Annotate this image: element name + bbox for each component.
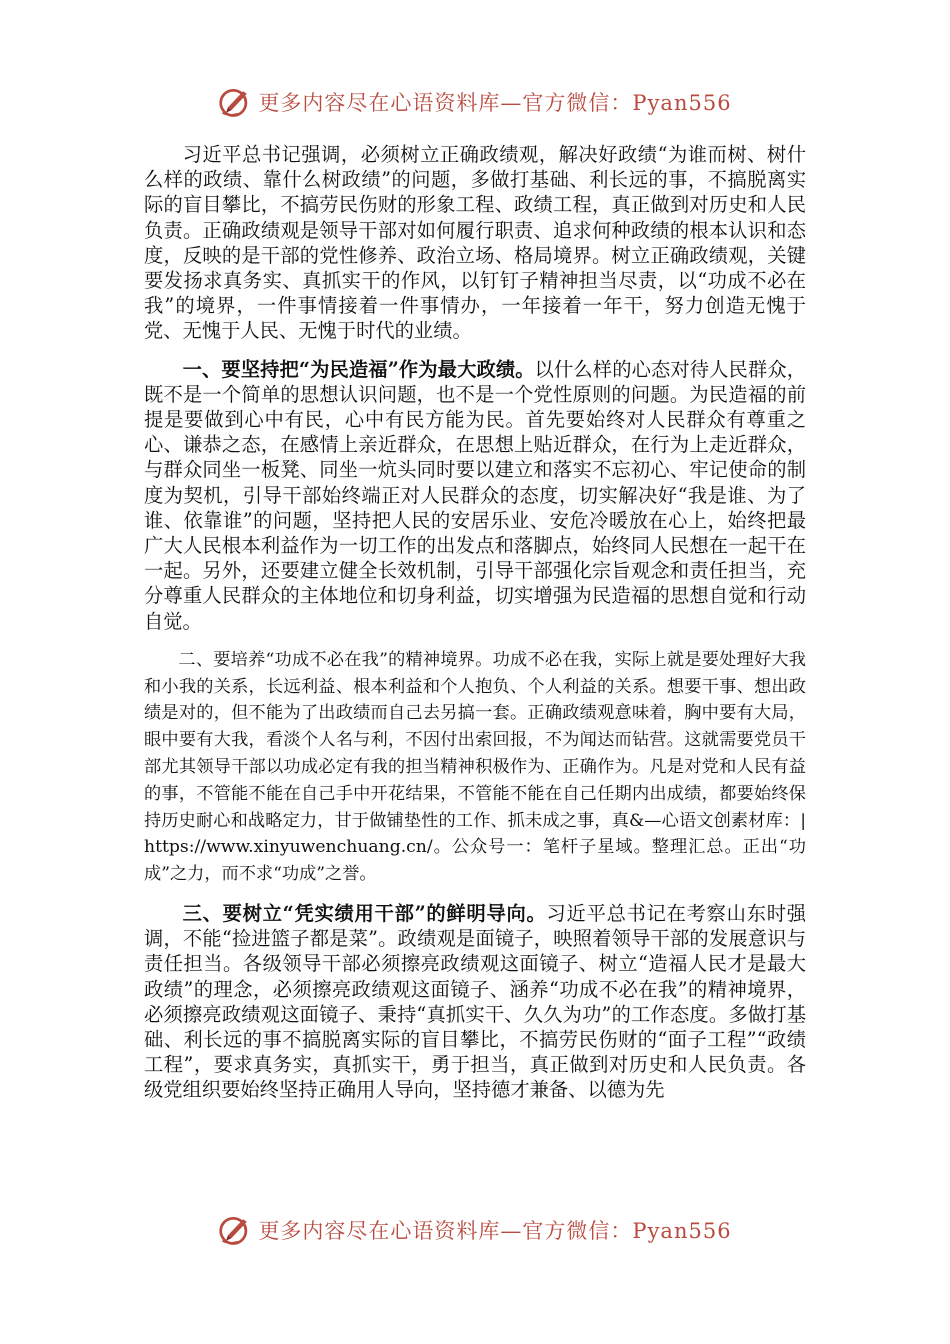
paragraph-text: 以什么样的心态对待人民群众，既不是一个简单的思想认识问题，也不是一个党性原则的问题。为民造福的前提是要做到心中有民，心中有民方能为民。首先要始终对人民群众有尊重之心、谦恭之态，在感情上亲近群众，在思想上贴近群众，在行为上走近群众，与群众同坐一板凳、同坐一炕头同时要以建立和落实不忘初心、牢记使命的制度为契机，引导干部始终端正对人民群众的态度，切实解决好“我是谁、为了谁、依靠谁”的问题，坚持把人民的安居乐业、安危冷暖放在心上，始终把最广大人民根本利益作为一切工作的出发点和落脚点，始终同人民想在一起干在一起。另外，还要建立健全长效机制，引导干部强化宗旨观念和责任担当，充分尊重人民群众的主体地位和切身利益，切实增强为民造福的思想自觉和行动自觉。 [144, 357, 806, 633]
paragraph-text: 习近平总书记强调，必须树立正确政绩观，解决好政绩“为谁而树、树什么样的政绩、靠什么树政绩”的问题，多做打基础、利长远的事，不搞脱离实际的盲目攀比，不搞劳民伤财的形象工程、政绩工程，真正做到对历史和人民负责。正确政绩观是领导干部对如何履行职责、追求何种政绩的根本认识和态度，反映的是干部的党性修养、政治立场、格局境界。树立正确政绩观，关键要发扬求真务实、真抓实干的作风，以钉钉子精神担当尽责，以“功成不必在我”的境界，一件事情接着一件事情办，一年接着一年干，努力创造无愧于党、无愧于人民、无愧于时代的业绩。 [144, 143, 806, 343]
paragraph-section-2 [144, 647, 806, 888]
banner-text: 更多内容尽在心语资料库—官方微信：Pyan556 [258, 91, 732, 115]
footer-banner [0, 1208, 950, 1252]
paragraph-section-3 [144, 901, 806, 1103]
section-heading: 三、要树立“凭实绩用干部”的鲜明导向。 [182, 902, 547, 926]
pen-logo-icon [218, 84, 254, 120]
pen-logo-icon [218, 1212, 254, 1248]
section-heading: 一、要坚持把“为民造福”作为最大政绩。 [182, 357, 535, 381]
header-banner [0, 80, 950, 124]
paragraph-text: 二、要培养“功成不必在我”的精神境界。功成不必在我，实际上就是要处理好大我和小我的关系，长远利益、根本利益和个人抱负、个人利益的关系。想要干事、想出政绩是对的，但不能为了出政绩而自己去另搞一套。正确政绩观意味着，胸中要有大局，眼中要有大我，看淡个人名与利，不因付出索回报，不为闻达而钻营。这就需要党员干部尤其领导干部以功成必定有我的担当精神积极作为、正确作为。凡是对党和人民有益的事，不管能不能在自己手中开花结果，不管能不能在自己任期内出成绩，都要始终保持历史耐心和战略定力，甘于做铺垫性的工作、抓未成之事，真&—心语文创素材库：|https://www.xinyuwenchuang.cn/。公众号一：笔杆子星域。整理汇总。正出“功成”之力，而不求“功成”之誉。 [144, 649, 806, 885]
paragraph-section-1 [144, 357, 806, 634]
document-body [144, 142, 806, 1103]
paragraph-intro [144, 142, 806, 344]
paragraph-text: 习近平总书记在考察山东时强调，不能“捡进篮子都是菜”。政绩观是面镜子，映照着领导干部的发展意识与责任担当。各级领导干部必须擦亮政绩观这面镜子、树立“造福人民才是最大政绩”的理念，必须擦亮政绩观这面镜子、涵养“功成不必在我”的精神境界，必须擦亮政绩观这面镜子、秉持“真抓实干、久久为功”的工作态度。多做打基础、利长远的事不搞脱离实际的盲目攀比，不搞劳民伤财的“面子工程”“政绩工程”，要求真务实，真抓实干，勇于担当，真正做到对历史和人民负责。各级党组织要始终坚持正确用人导向，坚持德才兼备、以德为先 [144, 902, 807, 1102]
banner-text: 更多内容尽在心语资料库—官方微信：Pyan556 [258, 1219, 732, 1243]
